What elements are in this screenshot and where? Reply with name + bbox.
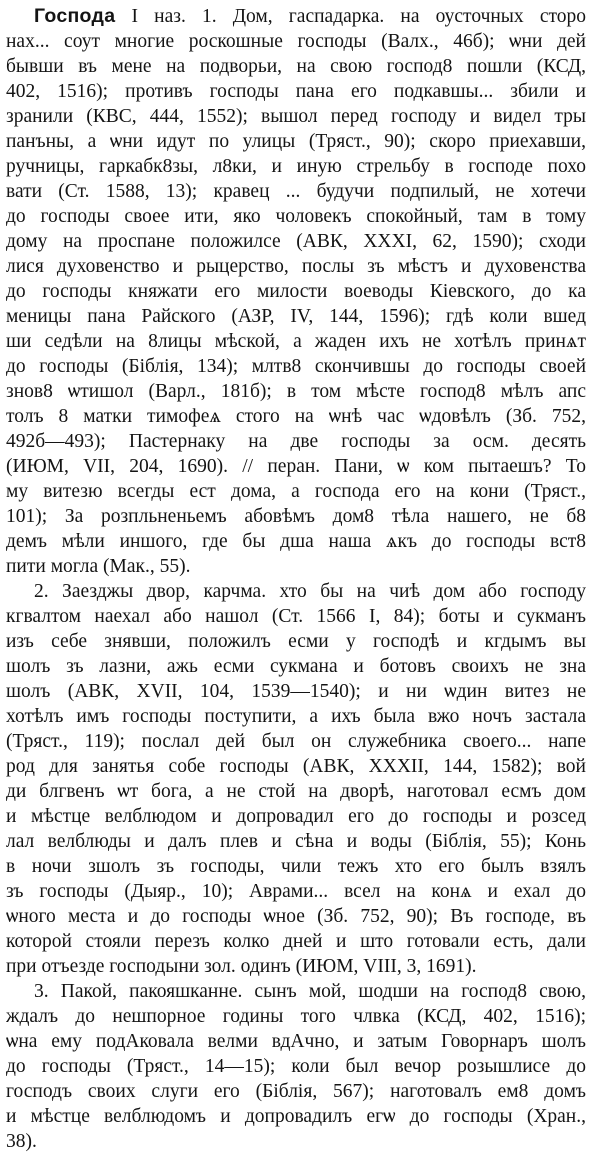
text-line: 101); За розпльненьемъ абовѣмъ дом8 тѣла нашего, не б8: [6, 506, 586, 527]
text-line: панъны, а ѡни идут по улицы (Тряст., 90); скоро приехавши,: [6, 131, 586, 152]
text-line: меницы пана Райского (АЗР, IV, 144, 1596); гдѣ коли вшед: [6, 306, 586, 327]
text-line: толъ 8 матки тимофеѧ стого на ѡнѣ час ѡдовѣлъ (Зб. 752,: [6, 406, 586, 427]
text-line: до господы своее ити, яко чоловекъ спокойный, там в тому: [6, 206, 586, 227]
text-line: демъ мѣли иншого, где бы дша наша ѧкъ до господы вст8: [6, 531, 586, 552]
text-line: 2. Заезджы двор, карчма. хто бы на чиѣ дом або господу: [34, 581, 586, 602]
text-line: до господы (Біблія, 134); млтв8 скончившы до господы своей: [6, 356, 586, 377]
text-line: ши седѣли на 8лицы мѣской, а жаден ихъ не хотѣлъ принѧт: [6, 331, 586, 352]
text-line: до господы (Тряст., 14—15); коли был вечор розышлисе до: [6, 1056, 586, 1077]
text-line: ручницы, гаркабк8зы, л8ки, и иную стрельбу в господе похо: [6, 156, 586, 177]
text-line: род для занятья собе господы (АВК, XXXII, 144, 1582); вой: [6, 756, 586, 777]
text-line: 3. Пакой, пакояшканне. сынъ мой, шодши на господ8 свою,: [34, 981, 586, 1002]
text-line: шолъ (АВК, XVII, 104, 1539—1540); и ни ѡдин витез не: [6, 681, 586, 702]
text-line: при отъезде господыни зол. одинъ (ИЮМ, VIII, 3, 1691).: [6, 956, 477, 977]
text-line: 402, 1516); противъ господы пана его подкавшы... збили и: [6, 81, 586, 102]
text-line: до господы княжати его милости воеводы Кіевского, до ка: [6, 281, 586, 302]
text-line: 492б—493); Пастернаку на две господы за осм. десять: [6, 431, 586, 452]
text-line: нах... соут многие роскошные господы (Валх., 46б); ѡни дей: [6, 31, 586, 52]
text-line: знов8 ѡтишол (Варл., 181б); в том мѣсте господ8 мѣлъ апс: [6, 381, 586, 402]
text-line: которой стояли перезъ колко дней и што готовали есть, дали: [6, 931, 586, 952]
text-line: дому на проспане положилсе (АВК, XXXI, 62, 1590); сходи: [6, 231, 586, 252]
text-line: му витезю всегды ест дома, а господа его на кони (Тряст.,: [6, 481, 586, 502]
text-line: изъ себе знявши, положилъ есми у господѣ и кгдымъ вы: [6, 631, 586, 652]
text-line: в ночи зшолъ зъ господы, чили тежъ хто его былъ взялъ: [6, 856, 586, 877]
text-line: (ИЮМ, VII, 204, 1690). // перан. Пани, ѡ ком пытаешъ? То: [6, 456, 586, 477]
text-line: и мѣстце велблюдомъ и допровадилъ егѡ до господы (Хран.,: [6, 1106, 586, 1127]
text-line: 38).: [6, 1131, 37, 1152]
text-line: господъ своих слуги его (Біблія, 567); наготовалъ ем8 домъ: [6, 1081, 586, 1102]
text-line: Господа I наз. 1. Дом, гаспадарка. на оусточных сторо: [34, 5, 586, 27]
text-line: ди блгвенъ ѡт бога, а не стой на дворѣ, наготовал есмъ дом: [6, 781, 586, 802]
text-line: бывши въ мене на подворьи, на свою господ8 пошли (КСД,: [6, 56, 586, 77]
text-line: и мѣстце велблюдом и допровадил его до господы и розсед: [6, 806, 586, 827]
text-line: ѡна ему подАковала велми вдАчно, и затым Говорнаръ шолъ: [6, 1031, 586, 1052]
text-line: лал велблюды и далъ плев и сѣна и воды (Біблія, 55); Конь: [6, 831, 586, 852]
text-line: ѡного места и до господы ѡное (Зб. 752, 90); Въ господе, въ: [6, 906, 586, 927]
headword: Господа: [34, 5, 116, 27]
text-line: зранили (КВС, 444, 1552); вышол перед господу и видел тры: [6, 106, 586, 127]
text-line: (Тряст., 119); послал дей был он служебника своего... напе: [6, 731, 586, 752]
text-line: лися духовенство и рыцерство, послы зъ мѣстъ и духовенства: [6, 256, 586, 277]
text-line: пити могла (Мак., 55).: [6, 556, 191, 577]
text-line: вати (Ст. 1588, 13); кравец ... будучи подпилый, не хотечи: [6, 181, 586, 202]
text-line: хотѣлъ имъ господы поступити, а ихъ была вжо ночъ застала: [6, 706, 586, 727]
text-line: кгвалтом наехал або нашол (Ст. 1566 I, 84); боты и сукманъ: [6, 606, 586, 627]
dictionary-entry: [6, 4, 586, 1154]
text-line: зъ господы (Дыяр., 10); Аврами... всел на конѧ и ехал до: [6, 881, 586, 902]
text-line: ждалъ до нешпорное годины того члвка (КСД, 402, 1516);: [6, 1006, 586, 1027]
text-line: шолъ зъ лазни, ажь есми сукмана и ботовъ своихъ не зна: [6, 656, 586, 677]
